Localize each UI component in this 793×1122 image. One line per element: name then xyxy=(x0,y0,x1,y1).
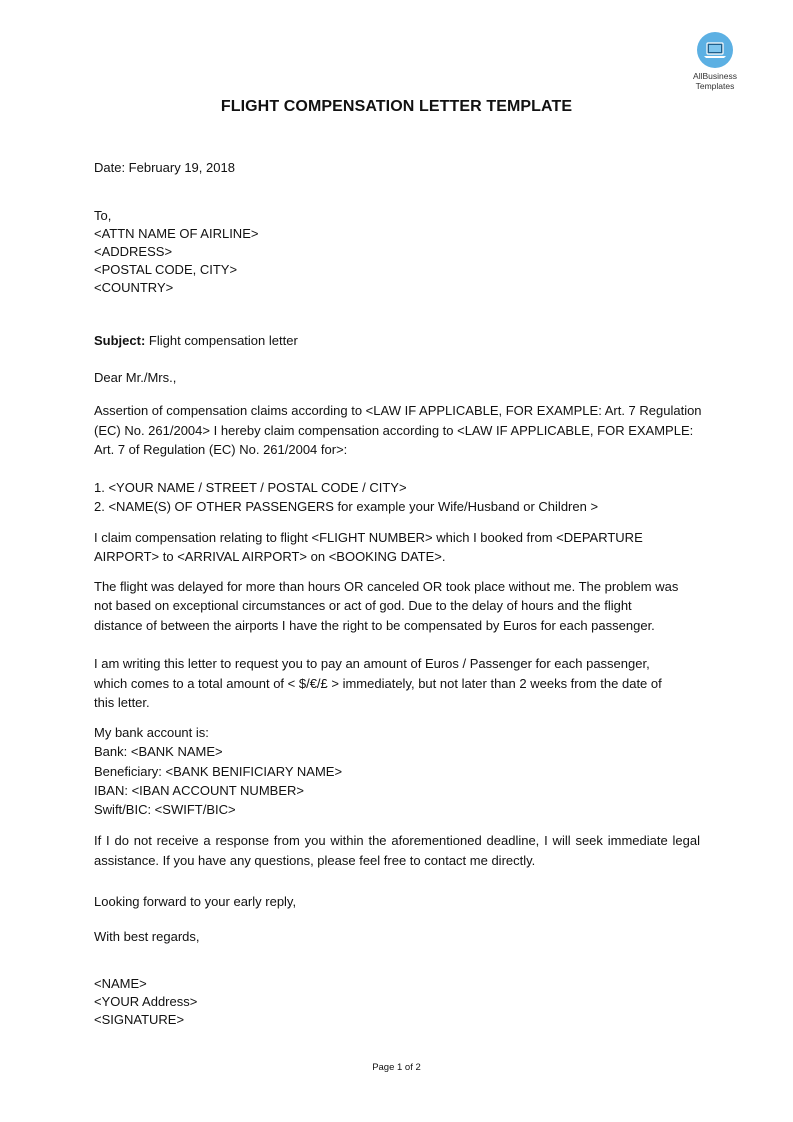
recipient-to: To, xyxy=(94,208,112,223)
request-line: which comes to a total amount of < $/€/£ > immediately, but not later than 2 weeks from the date of xyxy=(94,676,662,691)
subject-text: Flight compensation letter xyxy=(148,333,298,348)
letter-date: Date: February 19, 2018 xyxy=(94,160,235,175)
closing-regards: With best regards, xyxy=(94,929,200,944)
assertion-line: Art. 7 of Regulation (EC) No. 261/2004 for>: xyxy=(94,442,348,457)
page-number: Page 1 of 2 xyxy=(372,1062,421,1073)
delay-line: The flight was delayed for more than hours OR canceled OR took place without me. The problem was xyxy=(94,579,679,594)
letter-title: FLIGHT COMPENSATION LETTER TEMPLATE xyxy=(220,98,573,115)
recipient-country: <COUNTRY> xyxy=(94,280,174,295)
logo-text: AllBusiness Templates xyxy=(693,71,737,91)
assertion-line: (EC) No. 261/2004> I hereby claim compensation according to <LAW IF APPLICABLE, FOR EXAMPLE: xyxy=(94,423,694,438)
recipient-postal-city: <POSTAL CODE, CITY> xyxy=(94,262,238,277)
subject-line xyxy=(94,332,298,350)
request-line: I am writing this letter to request you to pay an amount of Euros / Passenger for each passenger, xyxy=(94,656,650,671)
closing-reply: Looking forward to your early reply, xyxy=(94,894,297,909)
bank-iban: IBAN: <IBAN ACCOUNT NUMBER> xyxy=(94,783,304,798)
delay-line: not based on exceptional circumstances or act of god. Due to the delay of hours and the flight xyxy=(94,598,632,613)
request-line: this letter. xyxy=(94,695,150,710)
salutation: Dear Mr./Mrs., xyxy=(94,370,177,385)
claimant-item: 1. <YOUR NAME / STREET / POSTAL CODE / CITY> xyxy=(94,480,407,495)
claimant-item: 2. <NAME(S) OF OTHER PASSENGERS for example your Wife/Husband or Children > xyxy=(94,499,599,514)
subject-label: Subject: xyxy=(94,333,146,348)
allbusiness-logo xyxy=(684,32,746,91)
deadline-paragraph: If I do not receive a response from you within the aforementioned deadline, I will seek immediate legal assistance. If you have any questions, please feel free to contact me directly. xyxy=(94,833,700,868)
signature-address: <YOUR Address> xyxy=(94,994,198,1009)
signature-name: <NAME> xyxy=(94,976,147,991)
assertion-line: Assertion of compensation claims according to <LAW IF APPLICABLE, FOR EXAMPLE: Art. 7 Regulation xyxy=(94,403,702,418)
recipient-address: <ADDRESS> xyxy=(94,244,173,259)
bank-swift: Swift/BIC: <SWIFT/BIC> xyxy=(94,802,236,817)
recipient-airline: <ATTN NAME OF AIRLINE> xyxy=(94,226,259,241)
flight-claim-line: AIRPORT> to <ARRIVAL AIRPORT> on <BOOKING DATE>. xyxy=(94,549,446,564)
bank-intro: My bank account is: xyxy=(94,725,209,740)
laptop-icon xyxy=(697,32,733,68)
bank-name: Bank: <BANK NAME> xyxy=(94,744,223,759)
flight-claim-line: I claim compensation relating to flight <FLIGHT NUMBER> which I booked from <DEPARTURE xyxy=(94,530,643,545)
bank-beneficiary: Beneficiary: <BANK BENIFICIARY NAME> xyxy=(94,764,343,779)
delay-line: distance of between the airports I have the right to be compensated by Euros for each passenger. xyxy=(94,618,655,633)
signature-line: <SIGNATURE> xyxy=(94,1012,185,1027)
